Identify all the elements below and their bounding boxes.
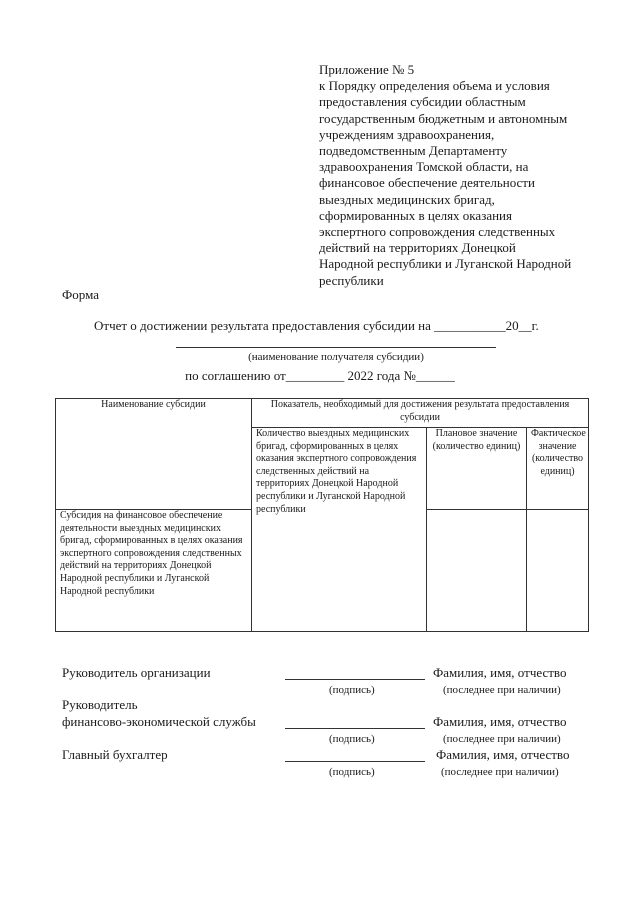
appendix-line: республики	[319, 272, 384, 288]
signature-role: Главный бухгалтер	[62, 747, 168, 762]
appendix-line: предоставления субсидии областным	[319, 94, 526, 110]
appendix-line: здравоохранения Томской области, на	[319, 159, 529, 175]
signature-caption: (подпись)	[329, 766, 375, 778]
signature-line	[285, 728, 425, 729]
appendix-line: Приложение № 5	[319, 62, 415, 77]
appendix-line: к Порядку определения объема и условия	[319, 78, 550, 94]
appendix-line: финансовое обеспечение деятельности	[319, 175, 535, 191]
name-caption: (последнее при наличии)	[443, 684, 561, 696]
subsidy-name-header: Наименование субсидии	[56, 399, 252, 510]
appendix-line: действий на территориях Донецкой	[319, 240, 516, 256]
indicator-group-header: Показатель, необходимый для достижения результата предоставления субсидии	[252, 399, 589, 428]
name-caption: (последнее при наличии)	[443, 733, 561, 745]
signature-role: Руководитель	[62, 697, 138, 712]
signature-caption: (подпись)	[329, 733, 375, 745]
signature-line	[285, 761, 425, 762]
form-label: Форма	[62, 287, 99, 302]
indicator-name-cell: Количество выездных медицинских бригад, сформированных в целях оказания экспертного сопровождения следственных действий на территориях Донецкой Народной республики и Луганской Народной республики	[252, 428, 427, 632]
planned-value-header: Плановое значение (количество единиц)	[427, 428, 527, 510]
actual-value-header: Фактическое значение (количество единиц)	[527, 428, 589, 510]
signature-caption: (подпись)	[329, 684, 375, 696]
signature-name: Фамилия, имя, отчество	[433, 665, 567, 680]
planned-value-cell	[427, 510, 527, 632]
appendix-header	[319, 62, 609, 289]
signature-name: Фамилия, имя, отчество	[433, 714, 567, 729]
actual-value-cell	[527, 510, 589, 632]
agreement-line: по соглашению от_________ 2022 года №______	[185, 368, 455, 383]
appendix-line: Народной республики и Луганской Народной	[319, 256, 572, 272]
recipient-name-line	[176, 347, 496, 348]
name-caption: (последнее при наличии)	[441, 766, 559, 778]
table-header-row	[56, 399, 589, 428]
signature-role: финансово-экономической службы	[62, 714, 256, 729]
signature-role: Руководитель организации	[62, 665, 211, 680]
appendix-line: экспертного сопровождения следственных	[319, 224, 556, 240]
signature-name: Фамилия, имя, отчество	[436, 747, 570, 762]
appendix-line: выездных медицинских бригад,	[319, 191, 495, 207]
report-table	[55, 398, 589, 632]
report-title: Отчет о достижении результата предоставления субсидии на ___________20__г.	[94, 318, 539, 333]
appendix-line: сформированных в целях оказания	[319, 207, 512, 223]
signature-line	[285, 679, 425, 680]
appendix-line: подведомственным Департаменту	[319, 143, 508, 159]
appendix-line: государственным бюджетным и автономным	[319, 110, 568, 126]
appendix-line: учреждениям здравоохранения,	[319, 126, 495, 142]
recipient-caption: (наименование получателя субсидии)	[248, 351, 424, 363]
subsidy-name-cell: Субсидия на финансовое обеспечение деятельности выездных медицинских бригад, сформированных в целях оказания экспертного сопровождения следственных действий на территориях Донецкой Народной республики и Луганской Народной республики	[56, 510, 252, 632]
